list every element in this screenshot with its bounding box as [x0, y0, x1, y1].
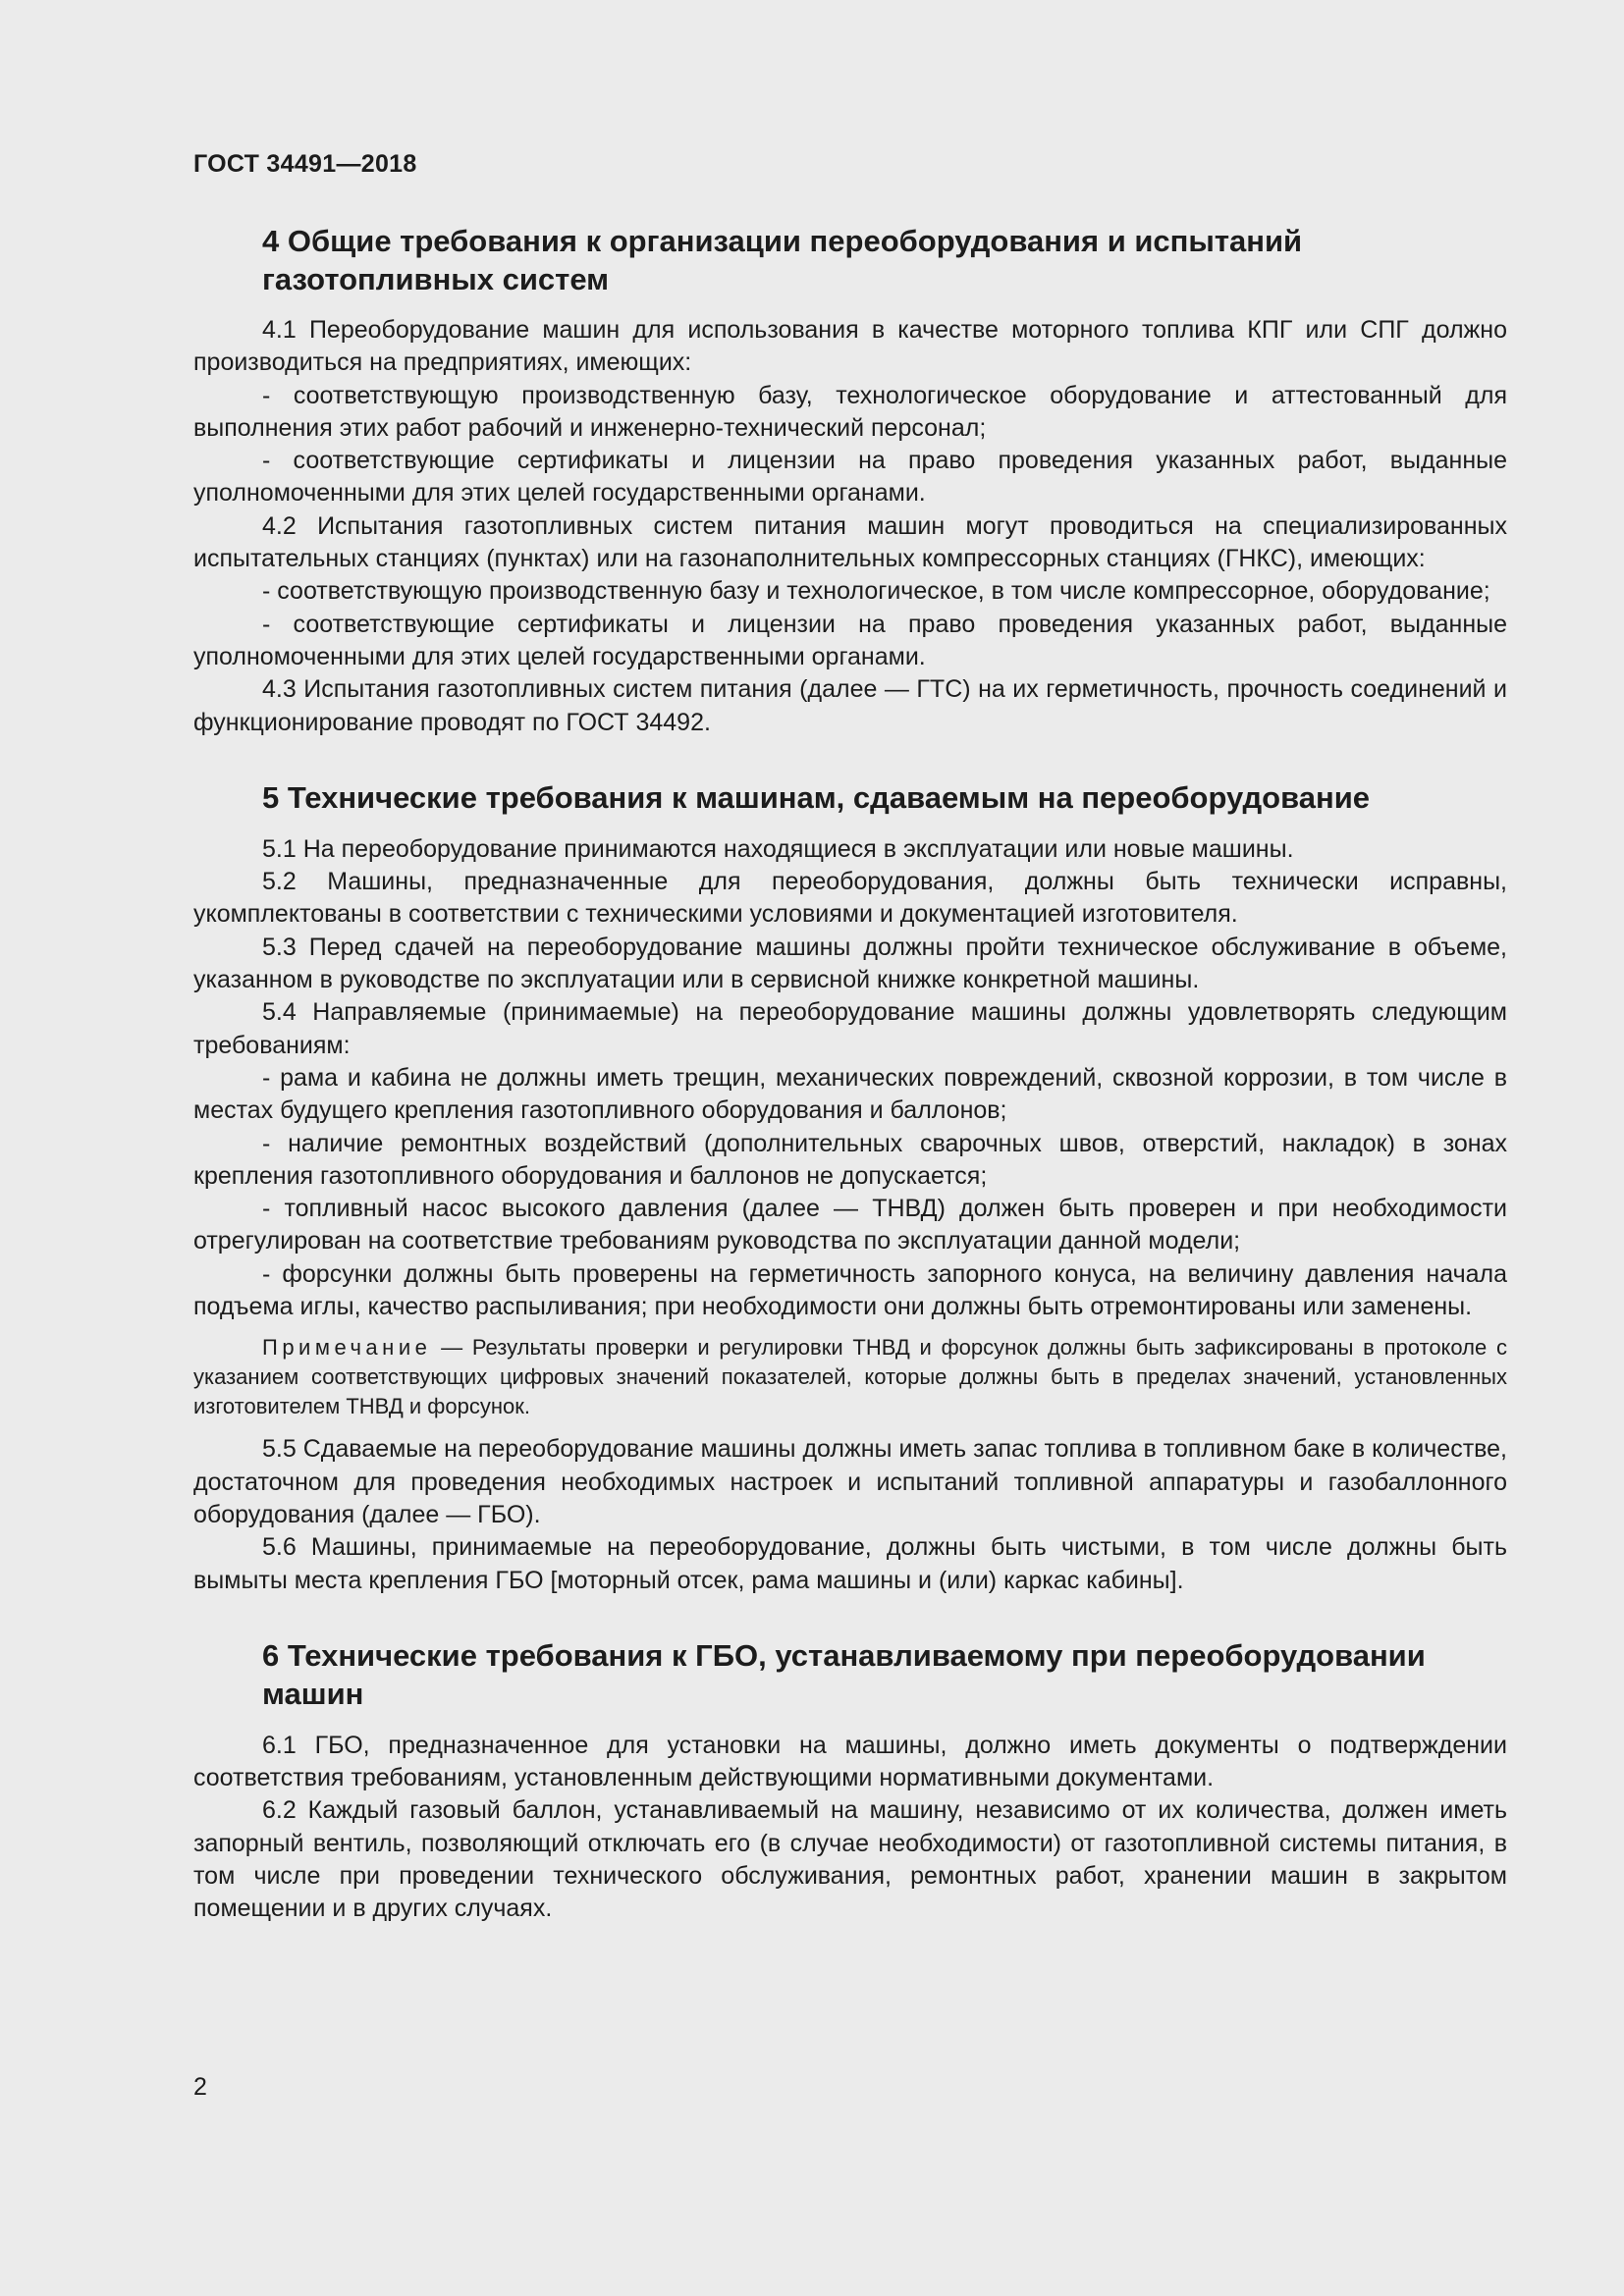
paragraph-5-1: 5.1 На переоборудование принимаются находящиеся в эксплуатации или новые машины. — [262, 834, 1294, 863]
document-page — [193, 0, 1507, 2296]
document-code-header: ГОСТ 34491—2018 — [193, 150, 417, 178]
list-item-4-1-a: - соответствующую производственную базу, технологическое оборудование и аттестованный для выполнения этих работ рабочий и инженерно-технический персонал; — [193, 381, 1507, 442]
section-6-title: 6 Технические требования к ГБО, устанавливаемому при переоборудовании машин — [262, 1637, 1426, 1711]
section-5-title: 5 Технические требования к машинам, сдаваемым на переоборудование — [262, 779, 1371, 815]
paragraph-5-5: 5.5 Сдаваемые на переоборудование машины должны иметь запас топлива в топливном баке в количестве, достаточном для проведения необходимых настроек и испытаний топливной аппаратуры и газобаллонного оборудования (далее — ГБО). — [193, 1435, 1507, 1528]
document-body — [193, 222, 1507, 1926]
paragraph-6-2: 6.2 Каждый газовый баллон, устанавливаемый на машину, независимо от их количества, должен иметь запорный вентиль, позволяющий отключать его (в случае необходимости) от газотопливной системы питания, в том числе при проведении технического обслуживания, ремонтных работ, хранении машин в закрытом помещении и в других случаях. — [193, 1796, 1507, 1923]
paragraph-5-3: 5.3 Перед сдачей на переоборудование машины должны пройти техническое обслуживание в объеме, указанном в руководстве по эксплуатации или в сервисной книжке конкретной машины. — [193, 933, 1507, 994]
list-item-5-4-b: - наличие ремонтных воздействий (дополнительных сварочных швов, отверстий, накладок) в зонах крепления газотопливного оборудования и баллонов не допускается; — [193, 1129, 1507, 1190]
list-item-5-4-d: - форсунки должны быть проверены на герметичность запорного конуса, на величину давления начала подъема иглы, качество распыливания; при необходимости они должны быть отремонтированы или заменены. — [193, 1259, 1507, 1321]
paragraph-6-1: 6.1 ГБО, предназначенное для установки на машины, должно иметь документы о подтверждении соответствия требованиям, установленным действующими нормативными документами. — [193, 1731, 1507, 1792]
paragraph-4-1: 4.1 Переоборудование машин для использования в качестве моторного топлива КПГ или СПГ должно производиться на предприятиях, имеющих: — [193, 316, 1507, 377]
note-text: — Результаты проверки и регулировки ТНВД и форсунок должны быть зафиксированы в протоколе с указанием соответствующих цифровых значений показателей, которые должны быть в пределах значений, установленных изготовителем ТНВД и форсунок. — [193, 1335, 1507, 1419]
paragraph-4-2: 4.2 Испытания газотопливных систем питания машин могут проводиться на специализированных испытательных станциях (пунктах) или на газонаполнительных компрессорных станциях (ГНКС), имеющих: — [193, 511, 1507, 573]
paragraph-5-4: 5.4 Направляемые (принимаемые) на переоборудование машины должны удовлетворять следующим требованиям: — [193, 998, 1507, 1059]
paragraph-5-2: 5.2 Машины, предназначенные для переоборудования, должны быть технически исправны, укомплектованы в соответствии с техническими условиями и документацией изготовителя. — [193, 868, 1507, 929]
list-item-4-2-b: - соответствующие сертификаты и лицензии на право проведения указанных работ, выданные уполномоченными для этих целей государственными органами. — [193, 610, 1507, 670]
list-item-5-4-c: - топливный насос высокого давления (далее — ТНВД) должен быть проверен и при необходимости отрегулирован на соответствие требованиям руководства по эксплуатации данной модели; — [193, 1195, 1507, 1255]
list-item-4-2-a: - соответствующую производственную базу и технологическое, в том числе компрессорное, оборудование; — [262, 577, 1490, 606]
page-number: 2 — [193, 2073, 207, 2101]
note — [193, 1333, 1507, 1421]
paragraph-5-6: 5.6 Машины, принимаемые на переоборудование, должны быть чистыми, в том числе должны быть вымыты места крепления ГБО [моторный отсек, рама машины и (или) каркас кабины]. — [193, 1533, 1507, 1594]
list-item-4-1-b: - соответствующие сертификаты и лицензии на право проведения указанных работ, выданные уполномоченными для этих целей государственными органами. — [193, 447, 1507, 507]
paragraph-4-3: 4.3 Испытания газотопливных систем питания (далее — ГТС) на их герметичность, прочность соединений и функционирование проводят по ГОСТ 34492. — [193, 675, 1507, 736]
list-item-5-4-a: - рама и кабина не должны иметь трещин, механических повреждений, сквозной коррозии, в том числе в местах будущего крепления газотопливного оборудования и баллонов; — [193, 1063, 1507, 1125]
section-4-title: 4 Общие требования к организации переоборудования и испытаний газотопливных систем — [262, 224, 1303, 296]
note-label: Примечание — [262, 1335, 432, 1361]
